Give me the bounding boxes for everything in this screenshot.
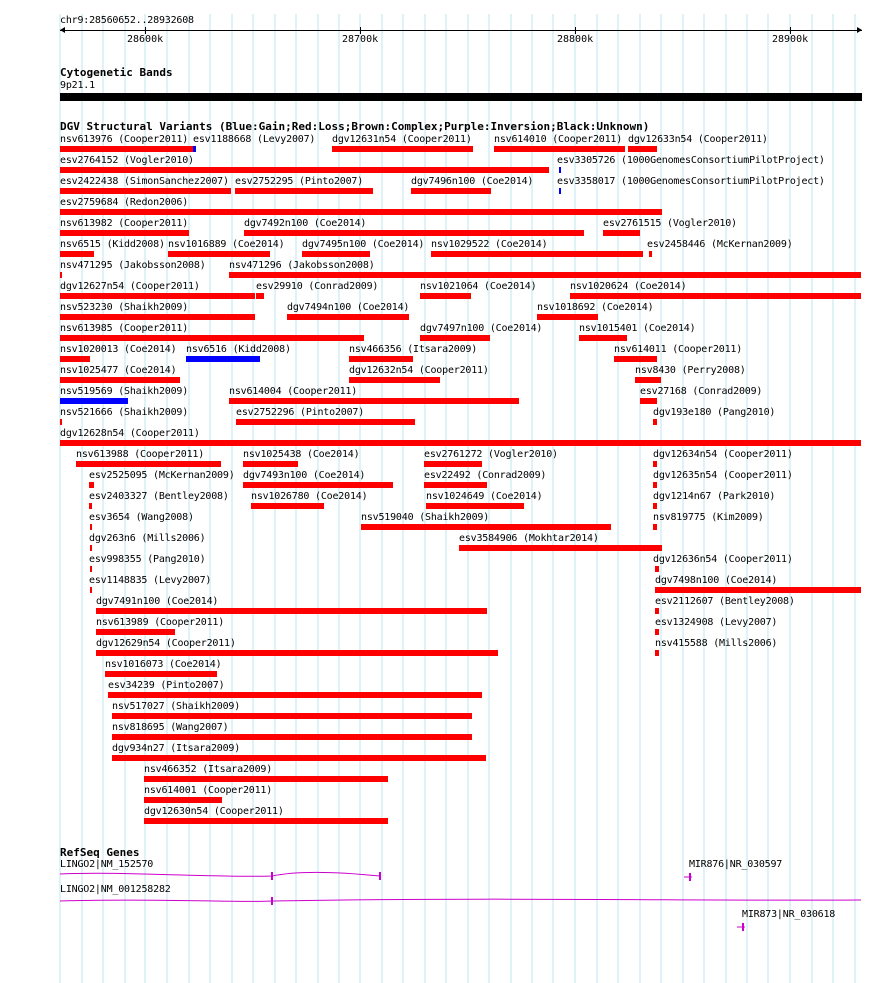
sv-feature-bar[interactable] — [653, 503, 657, 509]
sv-feature-bar[interactable] — [287, 314, 409, 320]
sv-feature-label[interactable]: esv3358017 (1000GenomesConsortiumPilotProject) — [557, 176, 825, 187]
sv-feature-bar[interactable] — [105, 671, 217, 677]
sv-feature-bar[interactable] — [332, 146, 473, 152]
sv-feature-bar[interactable] — [361, 524, 611, 530]
sv-feature-bar[interactable] — [60, 335, 364, 341]
sv-feature-bar[interactable] — [193, 146, 196, 152]
sv-feature-label[interactable]: nsv614011 (Cooper2011) — [614, 344, 743, 355]
sv-feature-label[interactable]: nsv614010 (Cooper2011) — [494, 134, 623, 145]
sv-feature-bar[interactable] — [168, 251, 270, 257]
sv-feature-bar[interactable] — [112, 734, 472, 740]
sv-feature-bar[interactable] — [653, 524, 657, 530]
ruler-label: 28700k — [342, 34, 379, 45]
sv-feature-label[interactable]: dgv7497n100 (Coe2014) — [420, 323, 543, 334]
sv-feature-bar[interactable] — [653, 482, 657, 488]
sv-feature-label[interactable]: dgv12629n54 (Cooper2011) — [96, 638, 236, 649]
sv-feature-label[interactable]: nsv613989 (Cooper2011) — [96, 617, 225, 628]
sv-feature-bar[interactable] — [424, 461, 482, 467]
sv-feature-bar[interactable] — [431, 251, 643, 257]
ruler-tick — [145, 27, 146, 34]
sv-feature-bar[interactable] — [251, 503, 324, 509]
sv-feature-bar[interactable] — [411, 188, 491, 194]
sv-feature-label[interactable]: esv2761272 (Vogler2010) — [424, 449, 558, 460]
sv-feature-label[interactable]: dgv934n27 (Itsara2009) — [112, 743, 241, 754]
sv-feature-bar[interactable] — [60, 440, 861, 446]
ruler-label: 28900k — [772, 34, 809, 45]
sv-feature-bar[interactable] — [256, 293, 264, 299]
sv-feature-bar[interactable] — [579, 335, 627, 341]
sv-feature-label[interactable]: esv3654 (Wang2008) — [89, 512, 194, 523]
sv-feature-label[interactable]: nsv613985 (Cooper2011) — [60, 323, 189, 334]
sv-feature-label[interactable]: nsv1018692 (Coe2014) — [537, 302, 654, 313]
sv-feature-label[interactable]: dgv7491n100 (Coe2014) — [96, 596, 219, 607]
sv-feature-label[interactable]: nsv415588 (Mills2006) — [655, 638, 778, 649]
sv-feature-bar[interactable] — [186, 356, 260, 362]
sv-feature-bar[interactable] — [244, 230, 584, 236]
sv-feature-bar[interactable] — [635, 377, 661, 383]
sv-feature-bar[interactable] — [628, 146, 657, 152]
sv-feature-label[interactable]: nsv613982 (Cooper2011) — [60, 218, 189, 229]
sv-feature-bar[interactable] — [144, 797, 222, 803]
sv-feature-bar[interactable] — [144, 818, 388, 824]
sv-feature-bar[interactable] — [60, 188, 231, 194]
sv-feature-bar[interactable] — [108, 692, 482, 698]
ruler-tick — [575, 27, 576, 34]
sv-feature-bar[interactable] — [76, 461, 221, 467]
gene-lingo2-nm152570-intron — [60, 872, 380, 876]
sv-feature-bar[interactable] — [90, 545, 92, 551]
sv-feature-label[interactable]: nsv1024649 (Coe2014) — [426, 491, 543, 502]
sv-feature-bar[interactable] — [60, 398, 128, 404]
sv-feature-bar[interactable] — [60, 356, 90, 362]
sv-feature-bar[interactable] — [243, 461, 298, 467]
sv-feature-bar[interactable] — [559, 188, 561, 194]
sv-feature-label[interactable]: dgv12630n54 (Cooper2011) — [144, 806, 284, 817]
sv-feature-bar[interactable] — [655, 650, 659, 656]
sv-feature-label[interactable]: esv2422438 (SimonSanchez2007) — [60, 176, 229, 187]
sv-feature-label[interactable]: nsv8430 (Perry2008) — [635, 365, 746, 376]
sv-feature-label[interactable]: nsv1015401 (Coe2014) — [579, 323, 696, 334]
sv-feature-bar[interactable] — [649, 251, 652, 257]
sv-feature-label[interactable]: dgv12627n54 (Cooper2011) — [60, 281, 200, 292]
sv-feature-label[interactable]: nsv1020624 (Coe2014) — [570, 281, 687, 292]
sv-feature-bar[interactable] — [60, 377, 180, 383]
sv-feature-bar[interactable] — [60, 209, 662, 215]
sv-feature-label[interactable]: nsv1016073 (Coe2014) — [105, 659, 222, 670]
sv-feature-label[interactable]: nsv613976 (Cooper2011) — [60, 134, 189, 145]
sv-feature-label[interactable]: dgv7498n100 (Coe2014) — [655, 575, 778, 586]
sv-feature-label[interactable]: nsv523230 (Shaikh2009) — [60, 302, 189, 313]
sv-feature-label[interactable]: dgv12633n54 (Cooper2011) — [628, 134, 768, 145]
sv-feature-label[interactable]: esv1148835 (Levy2007) — [89, 575, 212, 586]
sv-feature-label[interactable]: esv2112607 (Bentley2008) — [655, 596, 795, 607]
sv-feature-label[interactable]: esv2761515 (Vogler2010) — [603, 218, 737, 229]
sv-feature-label[interactable]: dgv7496n100 (Coe2014) — [411, 176, 534, 187]
sv-feature-label[interactable]: dgv12632n54 (Cooper2011) — [349, 365, 489, 376]
sv-feature-bar[interactable] — [653, 461, 657, 467]
sv-feature-label[interactable]: esv2752296 (Pinto2007) — [236, 407, 365, 418]
sv-feature-label[interactable]: esv2764152 (Vogler2010) — [60, 155, 194, 166]
sv-feature-bar[interactable] — [349, 377, 440, 383]
sv-feature-bar[interactable] — [229, 272, 861, 278]
sv-feature-label[interactable]: esv2403327 (Bentley2008) — [89, 491, 229, 502]
sv-feature-label[interactable]: esv34239 (Pinto2007) — [108, 680, 225, 691]
sv-feature-label[interactable]: nsv1016889 (Coe2014) — [168, 239, 285, 250]
sv-feature-bar[interactable] — [614, 356, 657, 362]
sv-feature-label[interactable]: nsv1021064 (Coe2014) — [420, 281, 537, 292]
sv-feature-bar[interactable] — [494, 146, 625, 152]
cytoband-track-title: Cytogenetic Bands — [60, 66, 173, 79]
sv-feature-label[interactable]: esv3305726 (1000GenomesConsortiumPilotProject) — [557, 155, 825, 166]
sv-feature-bar[interactable] — [96, 650, 498, 656]
refseq-track-title: RefSeq Genes — [60, 846, 140, 859]
sv-feature-label[interactable]: dgv7494n100 (Coe2014) — [287, 302, 410, 313]
sv-feature-bar[interactable] — [236, 419, 415, 425]
sv-feature-bar[interactable] — [229, 398, 519, 404]
sv-feature-label[interactable]: nsv6516 (Kidd2008) — [186, 344, 291, 355]
sv-feature-label[interactable]: dgv263n6 (Mills2006) — [89, 533, 206, 544]
sv-feature-bar[interactable] — [302, 251, 370, 257]
ruler-right-arrow — [857, 27, 862, 33]
sv-feature-bar[interactable] — [90, 587, 92, 593]
sv-feature-bar[interactable] — [60, 251, 94, 257]
sv-feature-label[interactable]: nsv819775 (Kim2009) — [653, 512, 764, 523]
ruler-tick — [360, 27, 361, 34]
sv-feature-label[interactable]: dgv12635n54 (Cooper2011) — [653, 470, 793, 481]
sv-feature-bar[interactable] — [60, 230, 189, 236]
ruler-axis — [60, 30, 862, 31]
sv-feature-bar[interactable] — [144, 776, 388, 782]
sv-feature-label[interactable]: esv3584906 (Mokhtar2014) — [459, 533, 599, 544]
sv-feature-label[interactable]: esv1188668 (Levy2007) — [193, 134, 316, 145]
sv-feature-label[interactable]: dgv7495n100 (Coe2014) — [302, 239, 425, 250]
sv-feature-bar[interactable] — [559, 167, 561, 173]
sv-feature-label[interactable]: nsv614004 (Cooper2011) — [229, 386, 358, 397]
sv-feature-label[interactable]: nsv1025477 (Coe2014) — [60, 365, 177, 376]
sv-feature-label[interactable]: nsv1025438 (Coe2014) — [243, 449, 360, 460]
sv-feature-label[interactable]: nsv466352 (Itsara2009) — [144, 764, 273, 775]
ruler-left-arrow — [60, 27, 65, 33]
sv-feature-label[interactable]: dgv193e180 (Pang2010) — [653, 407, 776, 418]
gene-label[interactable]: LINGO2|NM_001258282 — [60, 884, 171, 895]
cytoband-label: 9p21.1 — [60, 80, 95, 91]
sv-feature-bar[interactable] — [655, 587, 861, 593]
sv-feature-label[interactable]: esv2458446 (McKernan2009) — [647, 239, 793, 250]
sv-feature-bar[interactable] — [60, 314, 255, 320]
sv-feature-bar[interactable] — [112, 713, 472, 719]
sv-feature-bar[interactable] — [243, 482, 393, 488]
sv-feature-bar[interactable] — [96, 608, 487, 614]
sv-feature-label[interactable]: nsv818695 (Wang2007) — [112, 722, 229, 733]
sv-feature-bar[interactable] — [60, 293, 255, 299]
ruler-tick — [790, 27, 791, 34]
sv-feature-bar[interactable] — [537, 314, 598, 320]
sv-feature-label[interactable]: dgv12634n54 (Cooper2011) — [653, 449, 793, 460]
sv-feature-label[interactable]: nsv614001 (Cooper2011) — [144, 785, 273, 796]
cytoband-bar[interactable] — [60, 93, 862, 101]
sv-feature-bar[interactable] — [459, 545, 662, 551]
sv-feature-label[interactable]: esv1324908 (Levy2007) — [655, 617, 778, 628]
sv-feature-label[interactable]: esv27168 (Conrad2009) — [640, 386, 763, 397]
sv-feature-label[interactable]: nsv519569 (Shaikh2009) — [60, 386, 189, 397]
sv-feature-bar[interactable] — [60, 167, 549, 173]
sv-feature-label[interactable]: nsv521666 (Shaikh2009) — [60, 407, 189, 418]
sv-feature-label[interactable]: esv2525095 (McKernan2009) — [89, 470, 235, 481]
sv-feature-bar[interactable] — [112, 755, 486, 761]
sv-feature-bar[interactable] — [420, 293, 471, 299]
sv-feature-label[interactable]: dgv1214n67 (Park2010) — [653, 491, 776, 502]
sv-feature-bar[interactable] — [640, 398, 657, 404]
gene-label[interactable]: MIR876|NR_030597 — [689, 859, 783, 870]
sv-feature-label[interactable]: nsv519040 (Shaikh2009) — [361, 512, 490, 523]
sv-feature-label[interactable]: nsv517027 (Shaikh2009) — [112, 701, 241, 712]
sv-feature-bar[interactable] — [655, 566, 659, 572]
sv-feature-bar[interactable] — [420, 335, 490, 341]
gene-lingo2-nm001258282-intron — [60, 899, 861, 901]
sv-feature-label[interactable]: nsv6515 (Kidd2008) — [60, 239, 165, 250]
sv-feature-bar[interactable] — [235, 188, 373, 194]
sv-feature-label[interactable]: nsv471296 (Jakobsson2008) — [229, 260, 375, 271]
ruler-label: 28600k — [127, 34, 164, 45]
sv-feature-bar[interactable] — [89, 503, 92, 509]
sv-feature-label[interactable]: nsv471295 (Jakobsson2008) — [60, 260, 206, 271]
sv-feature-label[interactable]: dgv7493n100 (Coe2014) — [243, 470, 366, 481]
sv-feature-label[interactable]: dgv12628n54 (Cooper2011) — [60, 428, 200, 439]
sv-feature-label[interactable]: nsv1029522 (Coe2014) — [431, 239, 548, 250]
sv-feature-bar[interactable] — [90, 524, 92, 530]
sv-feature-bar[interactable] — [424, 482, 487, 488]
sv-feature-label[interactable]: dgv7492n100 (Coe2014) — [244, 218, 367, 229]
sv-feature-label[interactable]: esv2752295 (Pinto2007) — [235, 176, 364, 187]
sv-feature-bar[interactable] — [570, 293, 861, 299]
sv-feature-bar[interactable] — [426, 503, 524, 509]
sv-feature-bar[interactable] — [96, 629, 175, 635]
sv-feature-bar[interactable] — [90, 566, 92, 572]
sv-feature-label[interactable]: dgv12631n54 (Cooper2011) — [332, 134, 472, 145]
sv-feature-label[interactable]: esv998355 (Pang2010) — [89, 554, 206, 565]
sv-feature-label[interactable]: esv2759684 (Redon2006) — [60, 197, 189, 208]
sv-feature-bar[interactable] — [655, 608, 659, 614]
sv-feature-label[interactable]: nsv613988 (Cooper2011) — [76, 449, 205, 460]
sv-feature-bar[interactable] — [653, 419, 657, 425]
sv-feature-label[interactable]: nsv1026780 (Coe2014) — [251, 491, 368, 502]
sv-feature-label[interactable]: esv22492 (Conrad2009) — [424, 470, 547, 481]
gene-label[interactable]: MIR873|NR_030618 — [742, 909, 836, 920]
sv-feature-label[interactable]: nsv466356 (Itsara2009) — [349, 344, 478, 355]
ruler-label: 28800k — [557, 34, 594, 45]
sv-feature-label[interactable]: esv29910 (Conrad2009) — [256, 281, 379, 292]
sv-feature-bar[interactable] — [60, 146, 193, 152]
sv-feature-bar[interactable] — [60, 272, 62, 278]
dgv-track-title: DGV Structural Variants (Blue:Gain;Red:Loss;Brown:Complex;Purple:Inversion;Black:Unknown) — [60, 120, 650, 133]
sv-feature-bar[interactable] — [603, 230, 640, 236]
sv-feature-bar[interactable] — [655, 629, 659, 635]
sv-feature-bar[interactable] — [60, 419, 62, 425]
sv-feature-label[interactable]: nsv1020013 (Coe2014) — [60, 344, 177, 355]
sv-feature-label[interactable]: dgv12636n54 (Cooper2011) — [653, 554, 793, 565]
sv-feature-bar[interactable] — [349, 356, 413, 362]
sv-feature-bar[interactable] — [89, 482, 94, 488]
region-label: chr9:28560652..28932608 — [60, 15, 194, 26]
gene-label[interactable]: LINGO2|NM_152570 — [60, 859, 154, 870]
